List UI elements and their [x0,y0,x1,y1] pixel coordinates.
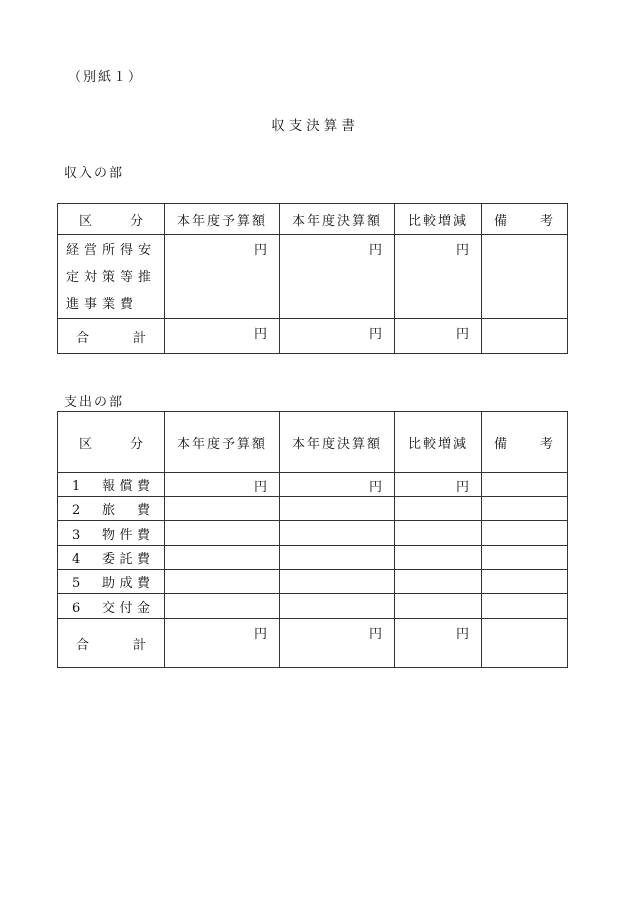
expense-item-label: 1 報償費 [58,473,165,497]
document-title: 収支決算書 [271,118,359,134]
expense-item-remarks [482,497,568,521]
expense-item-remarks [482,521,568,546]
income-item-remarks [482,235,568,319]
expenditure-section-title: 支出の部 [64,395,125,410]
header-budget: 本年度予算額 [165,412,280,473]
expense-item-remarks [482,570,568,594]
expense-item-difference [395,594,482,619]
expense-item-label: 4 委託費 [58,546,165,570]
income-item-settlement: 円 [280,235,395,319]
header-settlement: 本年度決算額 [280,204,395,235]
expense-item-budget [165,497,280,521]
income-total-settlement: 円 [280,319,395,354]
table-row [58,497,568,521]
header-settlement: 本年度決算額 [280,412,395,473]
table-row [58,546,568,570]
expense-item-budget [165,521,280,546]
table-row [58,594,568,619]
expense-item-difference [395,546,482,570]
expense-item-difference [395,570,482,594]
expense-item-budget: 円 [165,473,280,497]
expense-item-remarks [482,546,568,570]
table-row [58,570,568,594]
income-total-budget: 円 [165,319,280,354]
expense-item-difference [395,497,482,521]
expense-item-settlement [280,546,395,570]
expense-item-label: 3 物件費 [58,521,165,546]
income-item-row [58,235,568,319]
expense-item-difference [395,521,482,546]
expenditure-total-row [58,619,568,668]
header-difference: 比較増減 [395,412,482,473]
income-table [57,203,568,354]
expenditure-table [57,411,568,668]
header-category: 区 分 [58,412,165,473]
expense-item-settlement [280,497,395,521]
income-header-row [58,204,568,235]
expense-item-settlement [280,570,395,594]
income-total-remarks [482,319,568,354]
expense-item-settlement [280,594,395,619]
table-row [58,521,568,546]
income-total-row [58,319,568,354]
expenditure-header-row [58,412,568,473]
expense-item-label: 2 旅費 [58,497,165,521]
expense-item-settlement [280,521,395,546]
header-remarks: 備 考 [482,204,568,235]
expense-item-remarks [482,473,568,497]
table-row [58,473,568,497]
income-total-label: 合 計 [58,319,165,354]
expenditure-total-settlement: 円 [280,619,395,668]
income-item-difference: 円 [395,235,482,319]
header-difference: 比較増減 [395,204,482,235]
attachment-label: （別紙１） [68,70,144,85]
header-category: 区 分 [58,204,165,235]
income-total-difference: 円 [395,319,482,354]
expense-item-budget [165,570,280,594]
header-budget: 本年度予算額 [165,204,280,235]
income-item-name: 経営所得安 定対策等推 進事業費 [58,235,165,319]
expense-item-budget [165,546,280,570]
expenditure-total-budget: 円 [165,619,280,668]
income-section-title: 収入の部 [64,166,125,181]
expenditure-total-label: 合 計 [58,619,165,668]
expense-item-difference: 円 [395,473,482,497]
expense-item-label: 5 助成費 [58,570,165,594]
expenditure-total-difference: 円 [395,619,482,668]
expenditure-total-remarks [482,619,568,668]
expense-item-settlement: 円 [280,473,395,497]
expense-item-budget [165,594,280,619]
expense-item-remarks [482,594,568,619]
expense-item-label: 6 交付金 [58,594,165,619]
income-item-budget: 円 [165,235,280,319]
header-remarks: 備 考 [482,412,568,473]
